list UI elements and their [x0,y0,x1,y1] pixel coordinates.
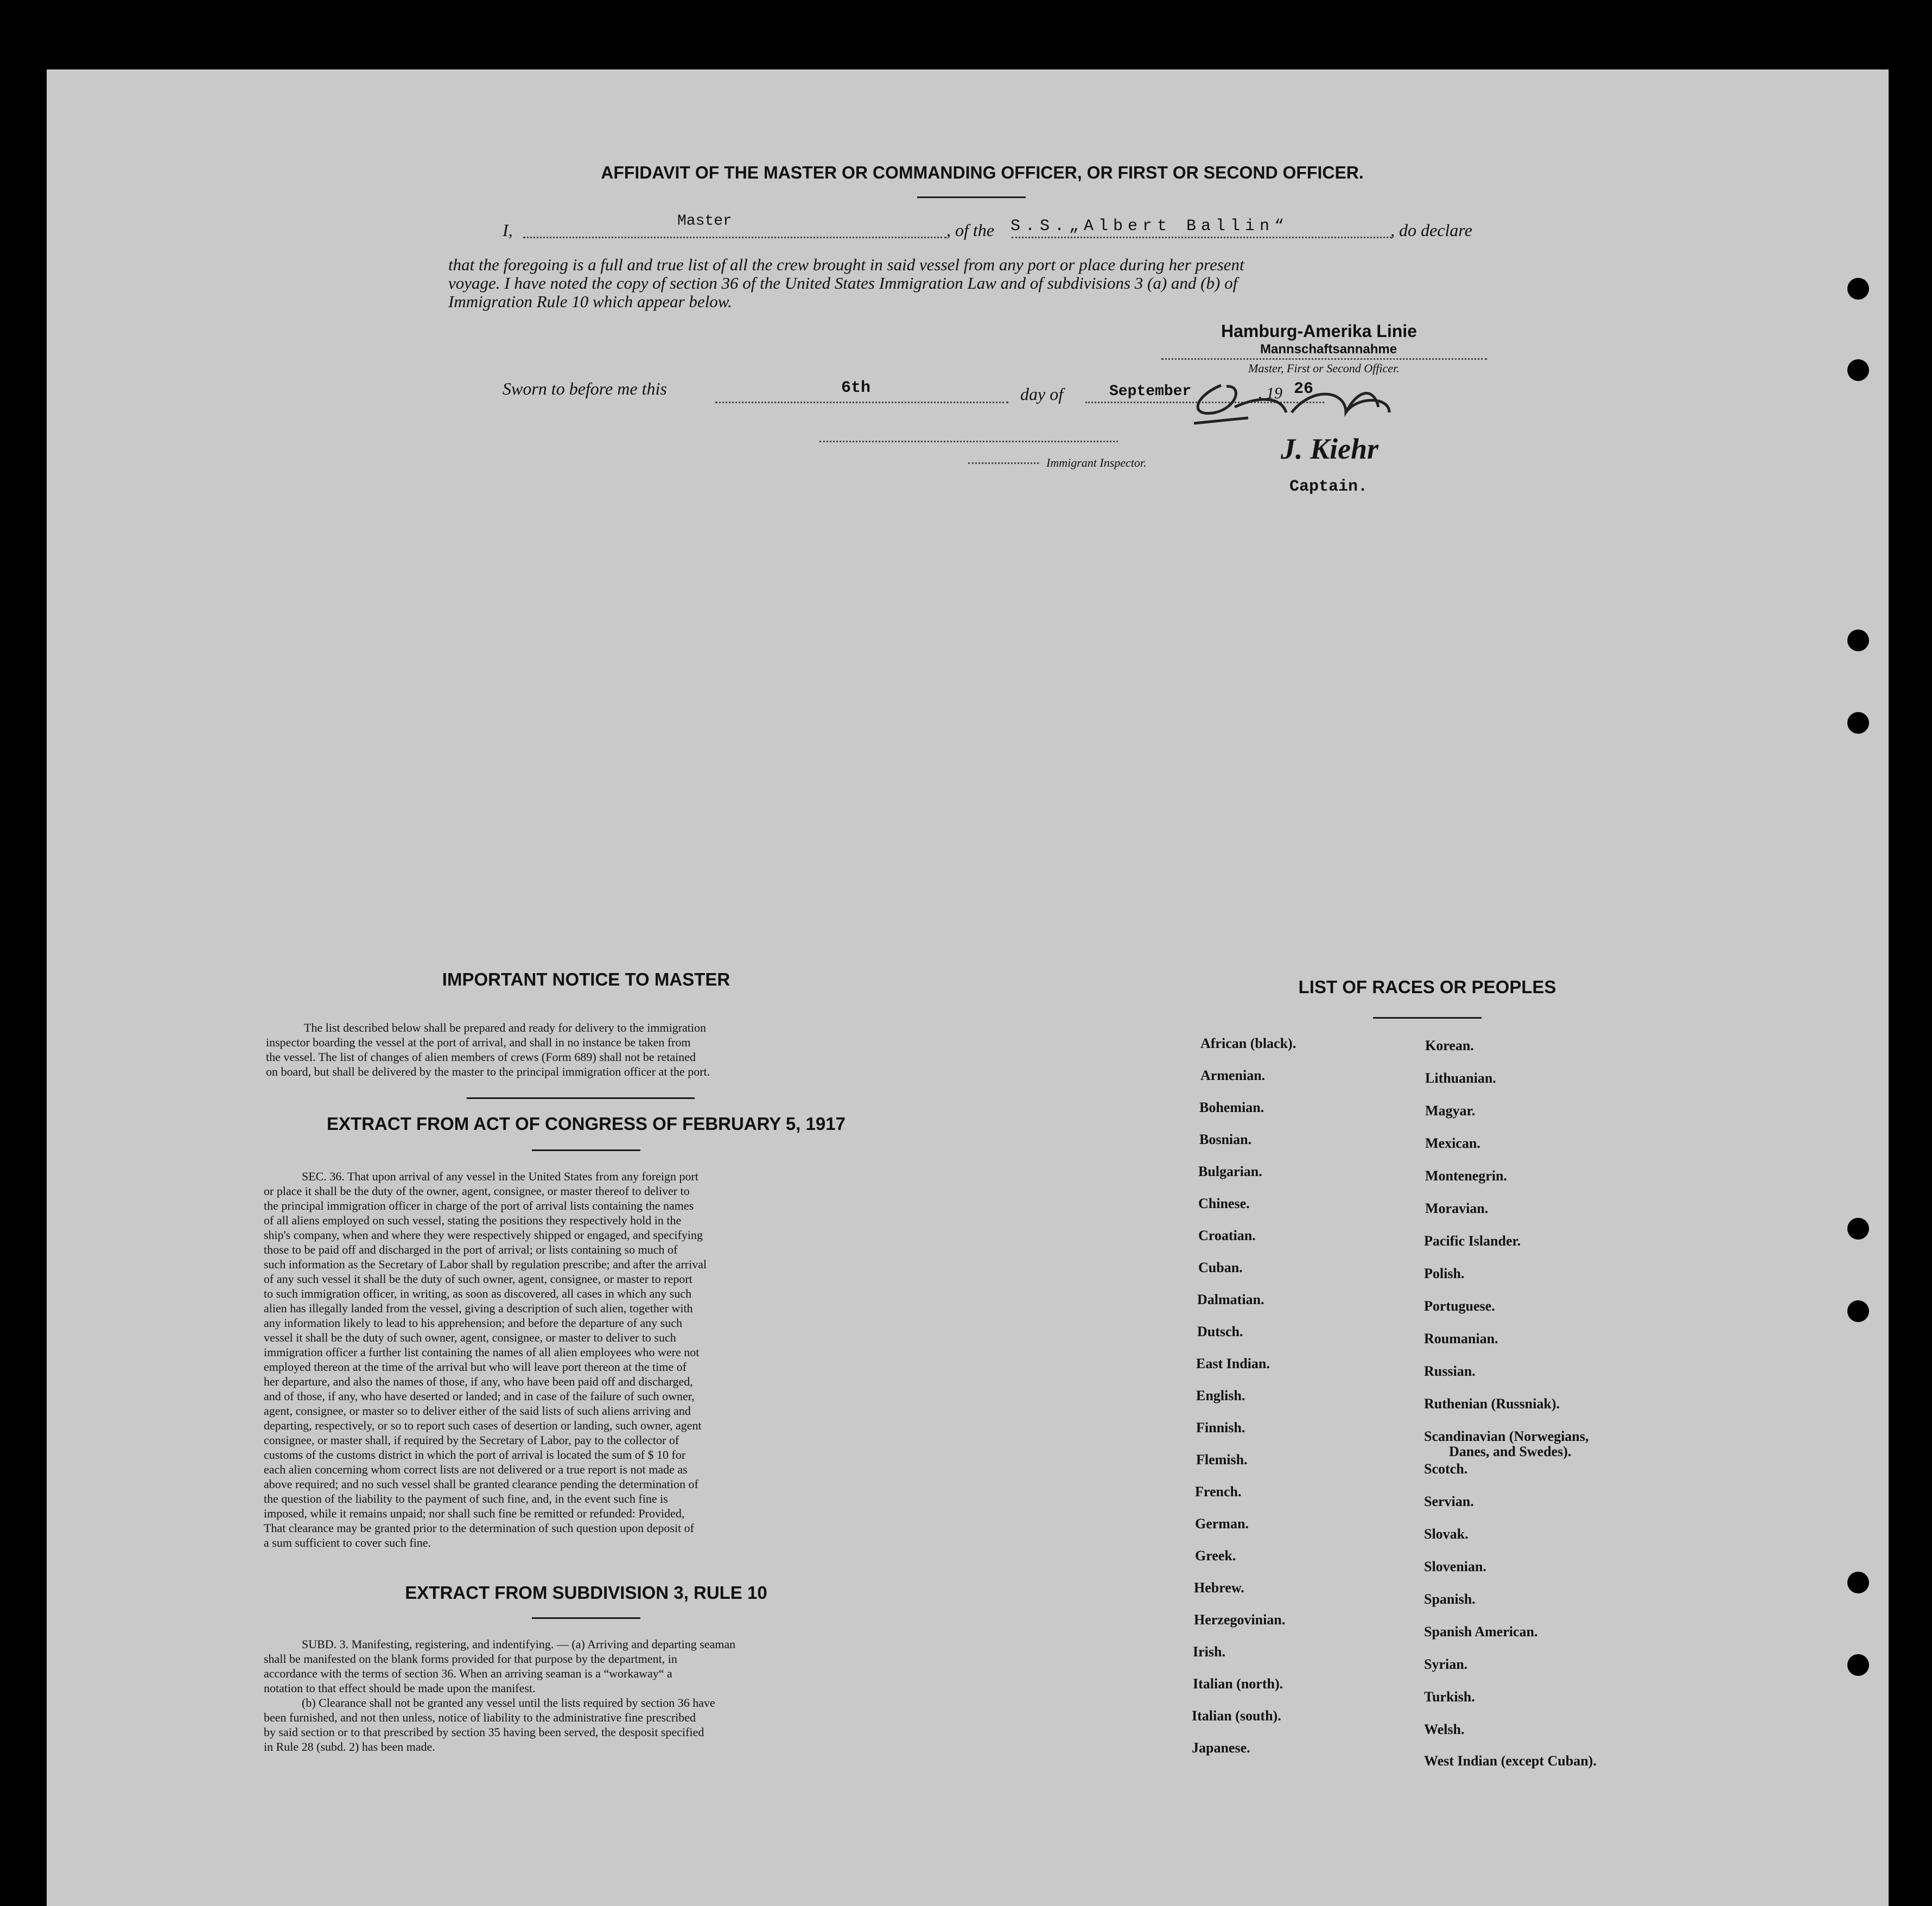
officer-signature-line [1161,358,1487,360]
inspector-caption: Immigrant Inspector. [1046,456,1147,469]
divider [532,1617,640,1619]
race-item: Japanese. [1192,1740,1250,1756]
race-item: West Indian (except Cuban). [1424,1753,1597,1769]
notice-line: The list described below shall be prepared and ready for delivery to the immigration [304,1021,707,1034]
race-item: Russian. [1424,1363,1476,1379]
race-item: Bosnian. [1199,1132,1252,1147]
race-item: Mexican. [1425,1135,1480,1151]
race-item: German. [1195,1516,1249,1532]
race-item: Lithuanian. [1425,1070,1496,1086]
act-line: consignee, or master shall, if required by the Secretary of Labor, pay to the collector of [264,1433,679,1447]
race-item: Irish. [1193,1644,1225,1660]
races-title: LIST OF RACES OR PEOPLES [1298,977,1556,997]
race-item: Slovenian. [1424,1559,1486,1574]
act-line: of all aliens employed on such vessel, stating the positions they respectively hold in the [264,1214,682,1227]
race-item: Finnish. [1196,1420,1245,1435]
extract-act-title: EXTRACT FROM ACT OF CONGRESS OF FEBRUARY 5, 1917 [327,1114,846,1134]
race-item: Bohemian. [1199,1100,1264,1115]
act-line: ship's company, when and where they were respectively shipped or engaged, and specifying [264,1228,703,1242]
rule-line: (b) Clearance shall not be granted any vessel until the lists required by section 36 have [302,1696,715,1710]
race-item: Greek. [1195,1548,1236,1564]
race-item: Scotch. [1424,1461,1468,1477]
officer-caption: Master, First or Second Officer. [1248,361,1400,375]
vessel-name-field [1012,237,1391,238]
rule-line: SUBD. 3. Manifesting, registering, and indentifying. — (a) Arriving and departing seaman [302,1637,736,1651]
race-item: African (black). [1200,1035,1297,1051]
race-item: Croatian. [1198,1228,1256,1243]
race-item: Spanish American. [1424,1624,1538,1640]
race-item: Dutsch. [1197,1324,1243,1339]
section-36-text [264,1169,904,1550]
notice-text [266,1020,906,1079]
race-item: Herzegovinian. [1194,1612,1286,1628]
race-item: Slovak. [1424,1526,1469,1542]
master-name-field [523,237,946,238]
inspector-signature-line [819,441,1118,442]
handwritten-initials [1183,374,1433,429]
race-item: Korean. [1425,1038,1474,1053]
i-label: I, [503,220,513,240]
day-of-label: day of [1020,384,1064,404]
month-value: September [1109,383,1192,400]
title-underline [917,196,1026,198]
race-item: Dalmatian. [1197,1292,1264,1307]
act-line: the principal immigration officer in charge of the port of arrival lists containing the names [264,1199,694,1212]
race-item: Danes, and Swedes). [1449,1444,1572,1459]
act-line: her departure, and also the names of those, if any, who have been paid off and discharged, [264,1375,693,1388]
company-stamp: Hamburg-Amerika Linie [1221,321,1417,341]
punch-hole [1847,1300,1869,1322]
day-value: 6th [841,379,871,397]
divider [1373,1017,1482,1019]
punch-hole [1847,1218,1869,1240]
race-item: Turkish. [1424,1689,1475,1705]
rule-line: by said section or to that prescribed by section 35 having been served, the desposit specified [264,1725,704,1739]
act-line: immigration officer a further list containing the names of all alien employees who were not [264,1345,700,1359]
divider [532,1149,640,1151]
of-the-label: , of the [946,220,994,240]
act-line: SEC. 36. That upon arrival of any vessel in the United States from any foreign port [302,1170,698,1183]
act-line: those to be paid off and discharged in the port of arrival; or lists containing so much of [264,1243,678,1256]
year-prefix: , 19 [1258,384,1282,402]
race-item: Welsh. [1424,1721,1465,1737]
affidavit-title: AFFIDAVIT OF THE MASTER OR COMMANDING OFFICER, OR FIRST OR SECOND OFFICER. [601,163,1364,182]
act-line: the question of the liability to the payment of such fine, and, in the event such fine is [264,1492,668,1505]
race-item: Bulgarian. [1198,1164,1262,1179]
department-stamp: Mannschaftsannahme [1260,342,1397,357]
race-item: Ruthenian (Russniak). [1424,1396,1560,1412]
act-line: That clearance may be granted prior to the determination of such question upon deposit of [264,1521,694,1535]
rule-line: in Rule 28 (subd. 2) has been made. [264,1740,435,1753]
sworn-label: Sworn to before me this [503,379,667,398]
rule-line: been furnished, and not then unless, notice of liability to the administrative fine prescribed [264,1711,696,1724]
race-item: East Indian. [1196,1356,1270,1371]
act-line: employed thereon at the time of the arrival but who will leave port thereon at the time of [264,1360,687,1374]
year-value: 26 [1294,380,1314,398]
extract-rule-title: EXTRACT FROM SUBDIVISION 3, RULE 10 [405,1583,767,1603]
inspector-dotted-line [968,462,1039,464]
race-item: Armenian. [1200,1068,1266,1083]
act-line: each alien concerning whom correct lists are not delivered or a true report is not made as [264,1463,688,1476]
race-item: Hebrew. [1194,1580,1244,1596]
race-item: Italian (south). [1192,1708,1281,1724]
punch-hole [1847,278,1869,300]
act-line: any information likely to lead to his apprehension; and before the departure of any such [264,1316,682,1330]
vessel-value: S.S.„Albert Ballin“ [1011,217,1289,236]
race-item: Roumanian. [1424,1331,1498,1346]
affidavit-body-line-3: Immigration Rule 10 which appear below. [448,292,732,311]
race-item: Cuban. [1198,1260,1243,1275]
act-line: above required; and no such vessel shall be granted clearance pending the determination of [264,1477,698,1491]
act-line: alien has illegally landed from the vessel, giving a description of such alien, together with [264,1301,693,1315]
captain-signature: J. Kiehr [1281,433,1379,465]
rule-10-text [264,1637,904,1754]
act-line: such information as the Secretary of Labor shall by regulation prescribe; and after the arrival [264,1257,707,1271]
punch-hole [1847,1654,1869,1676]
notice-title: IMPORTANT NOTICE TO MASTER [442,969,730,989]
affidavit-body-line-1: that the foregoing is a full and true list of all the crew brought in said vessel from any port or place during her present [448,255,1244,274]
notice-line: on board, but shall be delivered by the master to the principal immigration officer at the port. [266,1065,710,1078]
act-line: to such immigration officer, in writing, as soon as discovered, all cases in which any such [264,1287,692,1300]
punch-hole [1847,712,1869,734]
master-value: Master [677,213,732,230]
rule-line: accordance with the terms of section 36. When an arriving seaman is a “workaway“ a [264,1667,672,1680]
race-item: Spanish. [1424,1591,1476,1607]
race-item: Moravian. [1425,1200,1489,1216]
do-declare-label: , do declare [1390,220,1472,240]
race-item: Italian (north). [1193,1676,1283,1692]
race-item: Portuguese. [1424,1298,1495,1314]
act-line: or place it shall be the duty of the owner, agent, consignee, or master thereof to deliver to [264,1184,690,1198]
divider [467,1097,695,1099]
captain-label: Captain. [1289,478,1368,496]
race-item: Scandinavian (Norwegians, [1424,1428,1589,1444]
race-item: Flemish. [1196,1452,1248,1467]
act-line: a sum sufficient to cover such fine. [264,1536,431,1549]
act-line: imposed, while it remains unpaid; nor shall such fine be remitted or refunded: Provided, [264,1507,685,1520]
race-item: English. [1196,1388,1245,1403]
act-line: vessel it shall be the duty of such owner, agent, consignee, or master to deliver to such [264,1331,676,1344]
notice-line: the vessel. The list of changes of alien members of crews (Form 689) shall not be retained [266,1050,696,1064]
affidavit-body-line-2: voyage. I have noted the copy of section 36 of the United States Immigration Law and of subdivisions 3 (a) and (b) of [448,274,1238,293]
race-item: Magyar. [1425,1103,1476,1119]
race-item: Syrian. [1424,1656,1468,1672]
notice-line: inspector boarding the vessel at the port of arrival, and shall in no instance be taken from [266,1035,691,1049]
punch-hole [1847,1572,1869,1593]
day-field [715,402,1008,403]
race-item: Chinese. [1198,1196,1250,1211]
race-item: Polish. [1424,1266,1465,1281]
rule-line: shall be manifested on the blank forms provided for that purpose by the department, in [264,1652,677,1666]
act-line: departing, respectively, or so to report such cases of desertion or landing, such owner, agent [264,1419,702,1432]
race-item: Servian. [1424,1494,1474,1509]
act-line: of any such vessel it shall be the duty of such owner, agent, consignee, or master to report [264,1272,692,1286]
act-line: and of those, if any, who have deserted or landed; and in case of the failure of such owner, [264,1389,695,1403]
race-item: Pacific Islander. [1424,1233,1521,1249]
rule-line: notation to that effect should be made upon the manifest. [264,1681,536,1695]
race-item: French. [1195,1484,1242,1500]
race-item: Montenegrin. [1425,1168,1507,1184]
act-line: customs of the customs district in which the port of arrival is located the sum of $ 10 for [264,1448,686,1462]
act-line: agent, consignee, or master so to deliver either of the said lists of such aliens arriving and [264,1404,691,1418]
punch-hole [1847,359,1869,381]
punch-hole [1847,630,1869,651]
